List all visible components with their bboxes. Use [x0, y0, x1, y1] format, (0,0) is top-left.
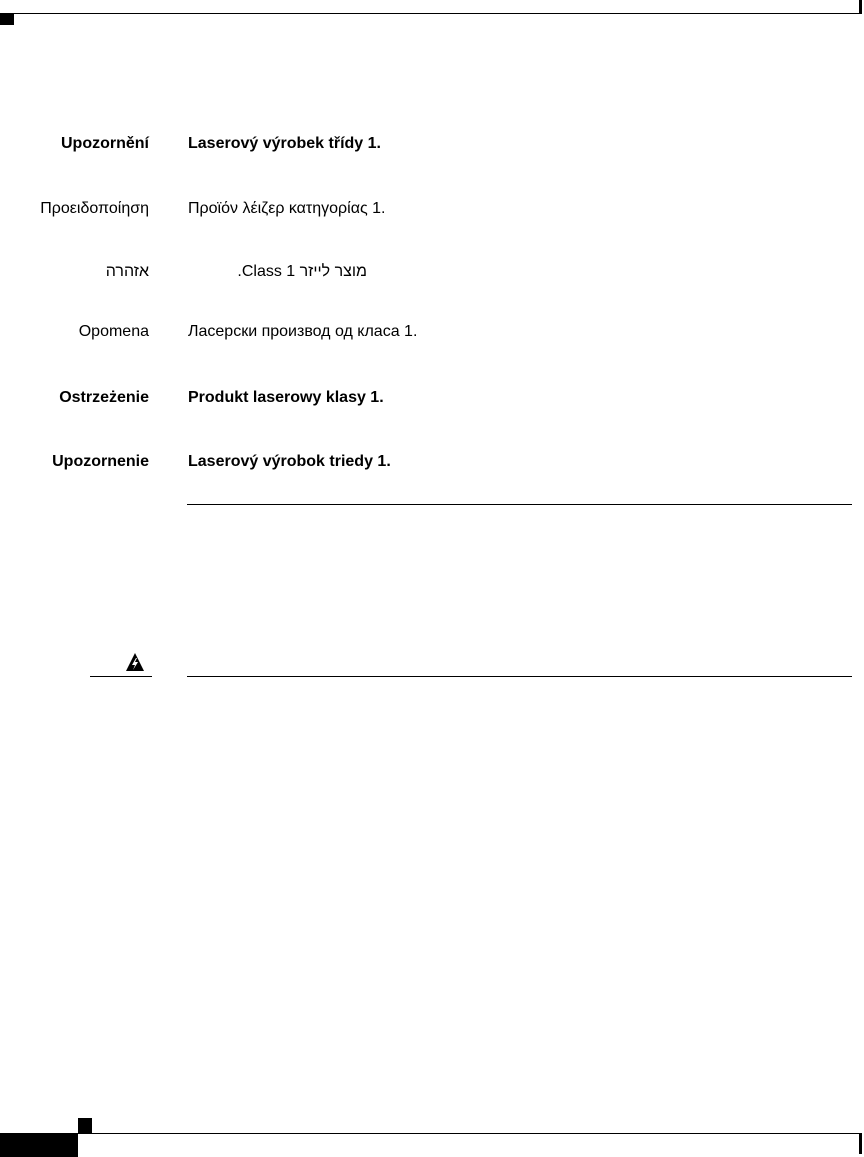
warning-text: Laserový výrobek třídy 1. [188, 135, 381, 152]
warning-text: Laserový výrobok triedy 1. [188, 453, 391, 470]
warning-text: Προϊόν λέιζερ κατηγορίας 1. [188, 200, 386, 217]
top-rule [0, 13, 860, 14]
bottom-left-tick [78, 1118, 92, 1133]
section-rule [187, 504, 852, 505]
warning-row-polish [0, 389, 864, 413]
icon-rule [90, 676, 152, 677]
warning-label: Προειδοποίηση [40, 200, 149, 217]
warning-label: Upozornenie [52, 453, 149, 470]
warning-row-slovak [0, 453, 864, 477]
warning-text: Ласерски производ од класа 1. [188, 323, 418, 340]
bottom-rule [0, 1133, 862, 1134]
warning-row-czech [0, 135, 864, 159]
bottom-left-block [0, 1134, 78, 1157]
bottom-right-tick [859, 1134, 862, 1154]
warning-label: אזהרה [105, 263, 149, 280]
warning-text: מוצר לייזר Class 1. [237, 263, 367, 280]
top-right-tick [859, 0, 862, 14]
warning-row-greek [0, 200, 864, 224]
warning-label: Upozornění [61, 135, 149, 152]
warning-row-macedonian [0, 323, 864, 347]
warning-label: Opomena [78, 323, 149, 340]
top-left-mark [0, 14, 14, 25]
warning-row-hebrew [0, 263, 864, 287]
section-rule [187, 676, 852, 677]
warning-triangle-icon [125, 652, 145, 672]
warning-label: Ostrzeżenie [59, 389, 149, 406]
warning-text: Produkt laserowy klasy 1. [188, 389, 384, 406]
